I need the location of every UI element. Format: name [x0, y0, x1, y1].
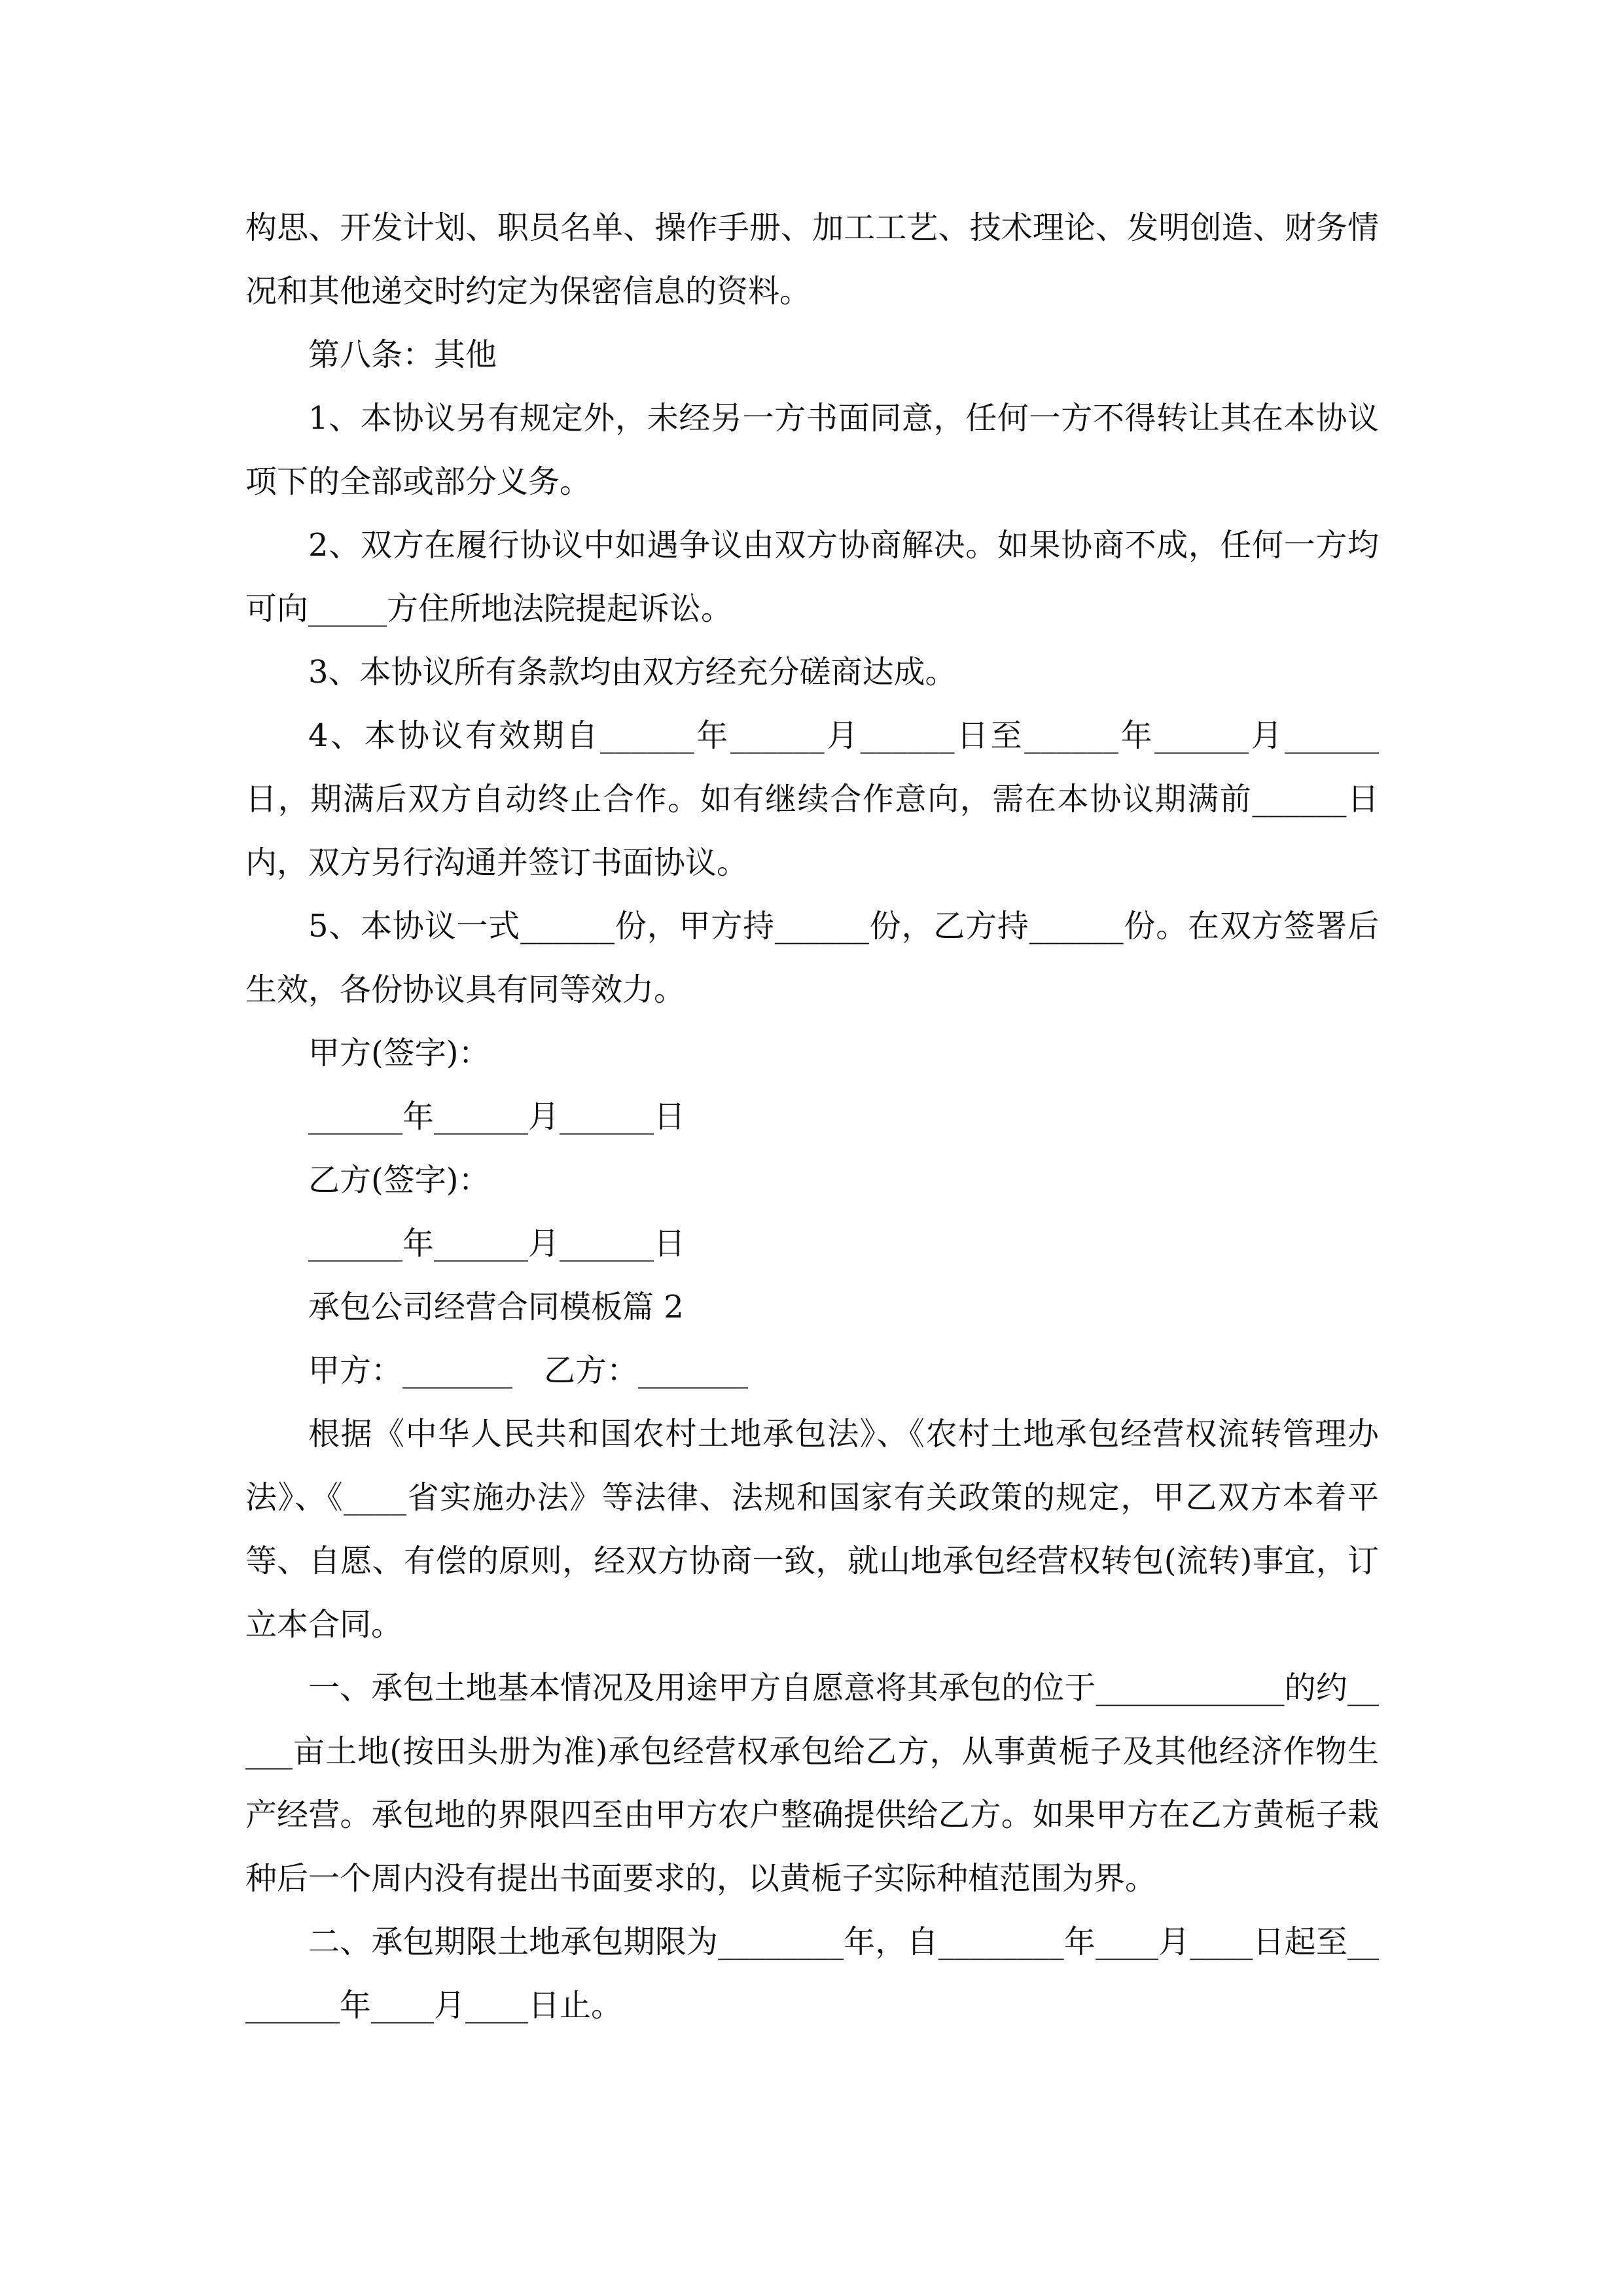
party-b-date: ______年______月______日 — [308, 1225, 686, 1262]
article-8-heading: 第八条：其他 — [308, 336, 497, 373]
document-page — [245, 196, 1379, 2037]
parties-line: 甲方：_______ 乙方：_______ — [308, 1352, 749, 1389]
clause-3: 3、本协议所有条款均由双方经充分磋商达成。 — [308, 654, 957, 691]
clause-5: 5、本协议一式______份，甲方持______份，乙方持______份。在双方签署后生效，各份协议具有同等效力。 — [245, 908, 1379, 1008]
paragraph-confidential-info: 构思、开发计划、职员名单、操作手册、加工工艺、技术理论、发明创造、财务情况和其他递交时约定为保密信息的资料。 — [245, 209, 1379, 310]
party-a-date: ______年______月______日 — [308, 1098, 686, 1135]
section-2-term: 二、承包期限土地承包期限为________年，自________年____月____日起至________年____月____日止。 — [245, 1924, 1379, 2024]
party-b-signature: 乙方(签字)： — [308, 1162, 490, 1198]
section-1-land: 一、承包土地基本情况及用途甲方自愿意将其承包的位于____________的约_____亩土地(按田头册为准)承包经营权承包给乙方，从事黄栀子及其他经济作物生产经营。承包地的界限四至由甲方农户整确提供给乙方。如果甲方在乙方黄栀子栽种后一个周内没有提出书面要求的，以黄栀子实际种植范围为界。 — [245, 1670, 1379, 1897]
preamble: 根据《中华人民共和国农村土地承包法》、《农村土地承包经营权流转管理办法》、《____省实施办法》等法律、法规和国家有关政策的规定，甲乙双方本着平等、自愿、有偿的原则，经双方协商一致，就山地承包经营权转包(流转)事宜，订立本合同。 — [245, 1416, 1379, 1643]
party-a-signature: 甲方(签字)： — [308, 1035, 490, 1071]
section-title: 承包公司经营合同模板篇 2 — [308, 1289, 684, 1325]
clause-2: 2、双方在履行协议中如遇争议由双方协商解决。如果协商不成，任何一方均可向_____方住所地法院提起诉讼。 — [245, 527, 1379, 627]
clause-1: 1、本协议另有规定外，未经另一方书面同意，任何一方不得转让其在本协议项下的全部或部分义务。 — [245, 400, 1379, 500]
clause-4: 4、本协议有效期自______年______月______日至______年______月______日，期满后双方自动终止合作。如有继续合作意向，需在本协议期满前______日内，双方另行沟通并签订书面协议。 — [245, 717, 1379, 881]
